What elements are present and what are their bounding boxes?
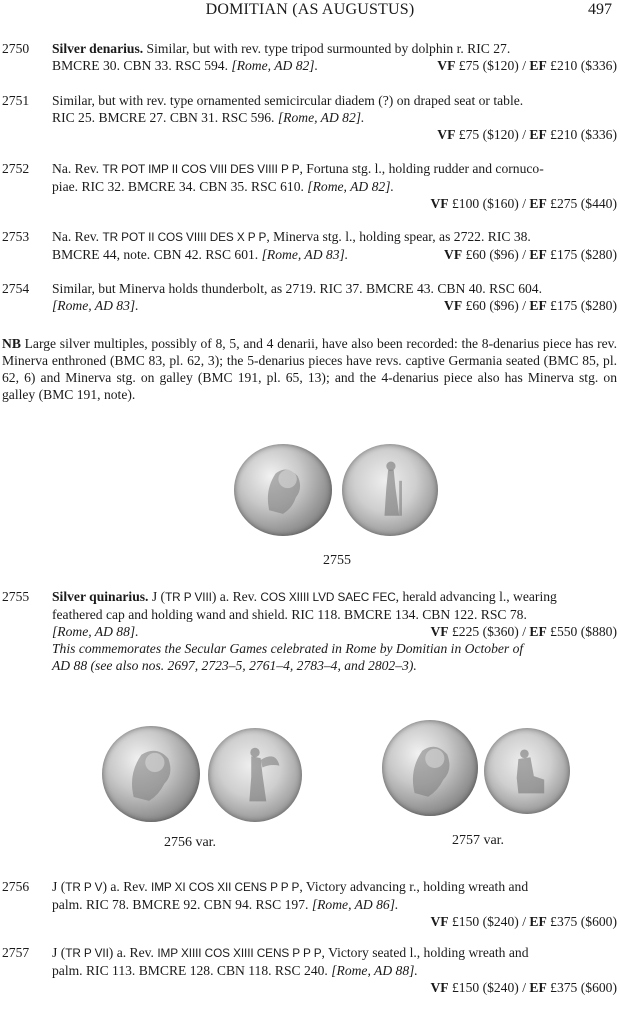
entry-lead: Silver quinarius. bbox=[52, 589, 149, 604]
coin-reverse-image bbox=[342, 444, 438, 536]
coin-legend: TR POT IMP II COS VIII DES VIIII P P bbox=[102, 162, 300, 176]
mint-reference: [Rome, AD 86]. bbox=[311, 897, 399, 912]
coin-obverse-image bbox=[234, 444, 332, 536]
entry-number: 2752 bbox=[2, 161, 30, 176]
entry-number: 2756 bbox=[2, 879, 30, 894]
mint-reference: [Rome, AD 83]. bbox=[261, 247, 349, 262]
commentary-note: AD 88 (see also nos. 2697, 2723–5, 2761–4, 2783–4, and 2802–3). bbox=[52, 658, 417, 673]
nb-label: NB bbox=[2, 336, 21, 351]
commentary-note: This commemorates the Secular Games celebrated in Rome by Domitian in October of bbox=[52, 641, 524, 656]
mint-reference: [Rome, AD 83]. bbox=[52, 298, 139, 313]
price-line: VF £60 ($96) / EF £175 ($280) bbox=[444, 298, 617, 313]
price-line: VF £225 ($360) / EF £550 ($880) bbox=[430, 624, 617, 639]
page-number: 497 bbox=[588, 1, 612, 18]
mint-reference: [Rome, AD 82]. bbox=[231, 58, 318, 73]
entry-number: 2754 bbox=[2, 281, 30, 296]
nota-bene-paragraph: NB Large silver multiples, possibly of 8, 5, and 4 denarii, have also been recorded: the 8-denarius piece has rev. Minerva enthroned (BMC 83, pl. 62, 3); the 5-denarius pieces have revs. captive Germania seated (BMC 85, pl. 62, 6) and Minerva stg. on galley (BMC 191, pl. 65, 13); and the 4-denarius piece also has Minerva stg. on galley (BMC 191, note). bbox=[2, 336, 617, 402]
entry-number: 2751 bbox=[2, 93, 30, 108]
entry-lead: Silver denarius. bbox=[52, 41, 144, 56]
figure-caption-2755: 2755 bbox=[323, 553, 351, 568]
price-line: VF £75 ($120) / EF £210 ($336) bbox=[437, 58, 617, 73]
price-line: VF £100 ($160) / EF £275 ($440) bbox=[430, 196, 617, 211]
coin-legend: IMP XIIII COS XIIII CENS P P P bbox=[157, 946, 322, 960]
entry-number: 2753 bbox=[2, 229, 30, 244]
obverse-legend: TR P VII bbox=[65, 946, 109, 960]
price-line: VF £60 ($96) / EF £175 ($280) bbox=[444, 247, 617, 262]
coin-legend: TR POT II COS VIIII DES X P P bbox=[102, 230, 267, 244]
mint-reference: [Rome, AD 82]. bbox=[307, 179, 394, 194]
entry-number: 2755 bbox=[2, 589, 30, 604]
mint-reference: [Rome, AD 88]. bbox=[52, 624, 139, 639]
mint-reference: [Rome, AD 82]. bbox=[277, 110, 365, 125]
coin-obverse-image bbox=[102, 726, 200, 822]
coin-legend: IMP XI COS XII CENS P P P bbox=[151, 880, 300, 894]
coin-figure-2755 bbox=[232, 436, 442, 536]
page-title: DOMITIAN (AS AUGUSTUS) bbox=[205, 1, 415, 18]
coin-figure-2756 bbox=[100, 722, 310, 822]
obverse-legend: TR P V bbox=[65, 880, 103, 894]
coin-figure-2757 bbox=[378, 716, 578, 816]
coin-reverse-image bbox=[208, 728, 302, 822]
price-line: VF £75 ($120) / EF £210 ($336) bbox=[437, 127, 617, 142]
running-header bbox=[0, 0, 620, 22]
entry-number: 2757 bbox=[2, 945, 30, 960]
mint-reference: [Rome, AD 88]. bbox=[331, 963, 418, 978]
coin-reverse-image bbox=[484, 728, 570, 814]
obverse-legend: TR P VIII bbox=[165, 590, 212, 604]
figure-caption-2756: 2756 var. bbox=[163, 835, 217, 850]
coin-obverse-image bbox=[382, 720, 478, 816]
entry-number: 2750 bbox=[2, 41, 30, 56]
price-line: VF £150 ($240) / EF £375 ($600) bbox=[430, 914, 617, 929]
price-line: VF £150 ($240) / EF £375 ($600) bbox=[430, 980, 617, 995]
figure-caption-2757: 2757 var. bbox=[451, 833, 505, 848]
coin-legend: COS XIIII LVD SAEC FEC bbox=[260, 590, 396, 604]
